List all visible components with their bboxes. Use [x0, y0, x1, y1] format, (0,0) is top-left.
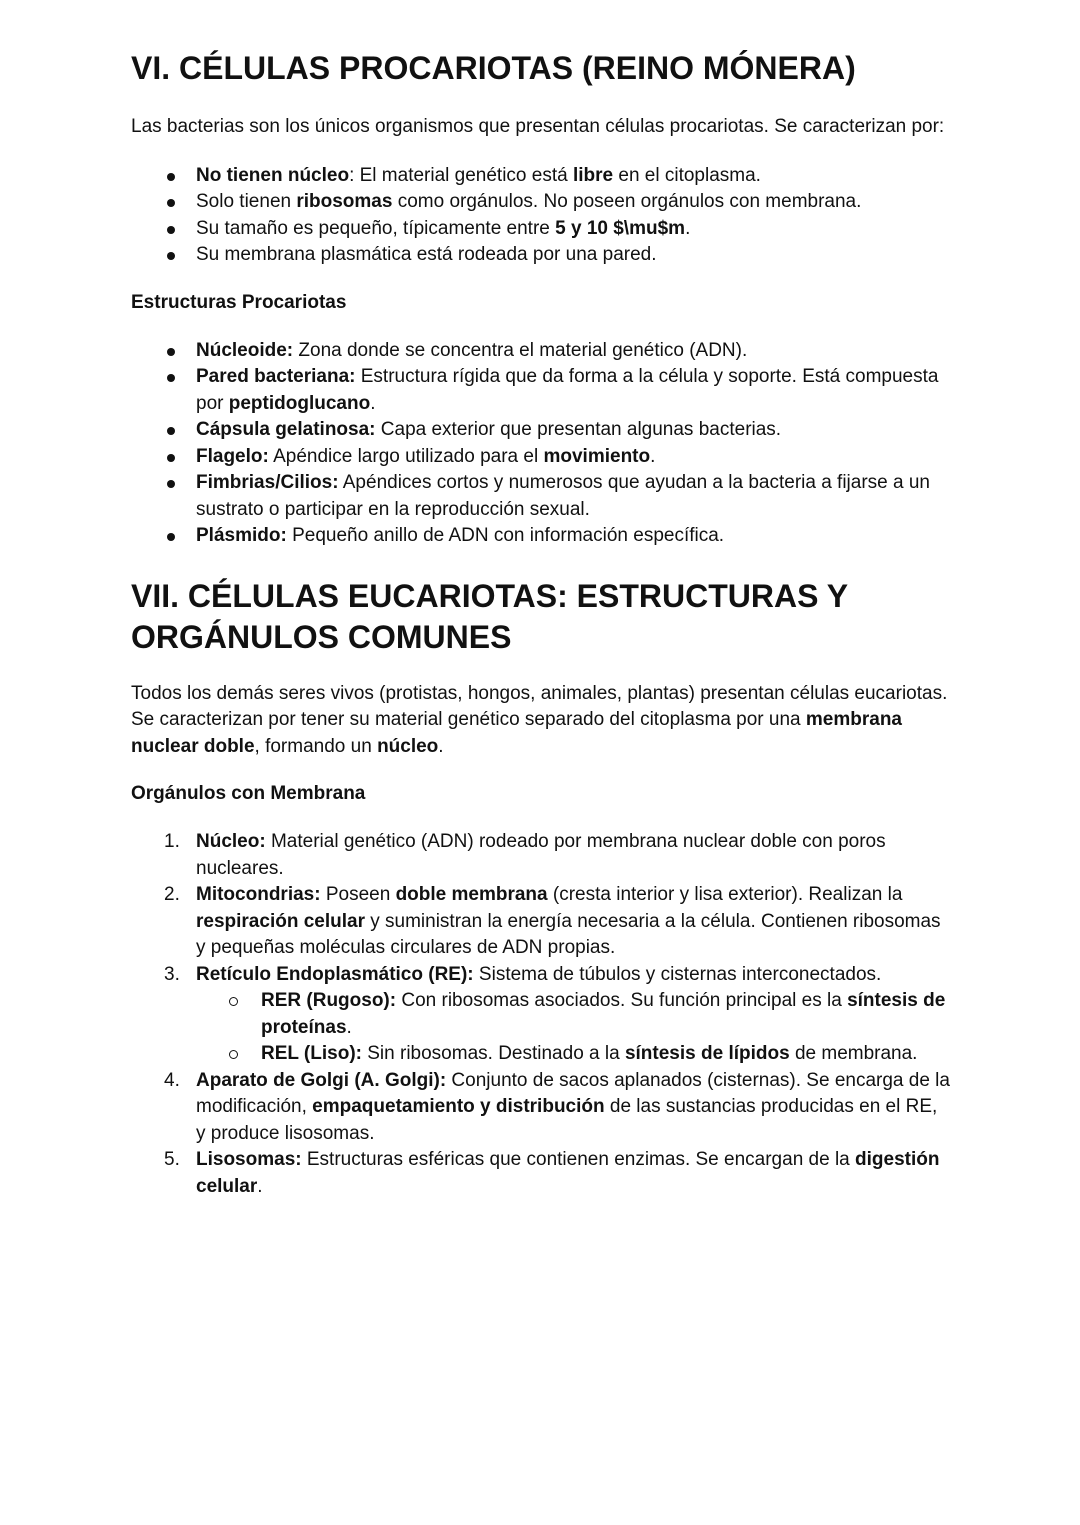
list-item: Flagelo: Apéndice largo utilizado para el movimiento. [131, 444, 951, 471]
re-sublist [196, 988, 951, 1068]
list-item: RER (Rugoso): Con ribosomas asociados. Su función principal es la síntesis de proteínas. [196, 988, 951, 1041]
section-title-eucariotas: VII. CÉLULAS EUCARIOTAS: ESTRUCTURAS Y ORGÁNULOS COMUNES [131, 577, 848, 655]
organelles-list [131, 829, 951, 1200]
list-item: 5. Lisosomas: Estructuras esféricas que contienen enzimas. Se encargan de la digestión celular. [164, 1149, 940, 1197]
list-item: Plásmido: Pequeño anillo de ADN con información específica. [131, 523, 951, 550]
procariotas-intro: Las bacterias son los únicos organismos que presentan células procariotas. Se caracterizan por: [131, 116, 945, 137]
procariotas-features-list [131, 163, 951, 269]
list-item: 1. Núcleo: Material genético (ADN) rodeado por membrana nuclear doble con poros nucleares. [164, 831, 886, 879]
list-item: Su tamaño es pequeño, típicamente entre 5 y 10 $\mu$m. [131, 216, 951, 243]
list-item: 4. Aparato de Golgi (A. Golgi): Conjunto de sacos aplanados (cisternas). Se encarga de la modificación, empaquetamiento y distribución de las sustancias producidas en el RE, y produce lisosomas. [164, 1069, 950, 1144]
list-item: Cápsula gelatinosa: Capa exterior que presentan algunas bacterias. [131, 417, 951, 444]
eucariotas-intro: Todos los demás seres vivos (protistas, hongos, animales, plantas) presentan células eucariotas. Se caracterizan por tener su material genético separado del citoplasma por una membrana nuclear doble, formando un núcleo. [131, 682, 948, 757]
structures-list [131, 338, 951, 550]
structures-heading: Estructuras Procariotas [131, 291, 347, 313]
list-item: REL (Liso): Sin ribosomas. Destinado a la síntesis de lípidos de membrana. [196, 1041, 951, 1068]
list-item: Solo tienen ribosomas como orgánulos. No poseen orgánulos con membrana. [131, 189, 951, 216]
list-item: Su membrana plasmática está rodeada por una pared. [131, 242, 951, 269]
list-item: 2. Mitocondrias: Poseen doble membrana (cresta interior y lisa exterior). Realizan la respiración celular y suministran la energía necesaria a la célula. Contienen ribosomas y pequeñas moléculas circulares de ADN propias. [164, 884, 941, 958]
list-item: No tienen núcleo: El material genético está libre en el citoplasma. [131, 163, 951, 190]
list-item: Fimbrias/Cilios: Apéndices cortos y numerosos que ayudan a la bacteria a fijarse a un sustrato o participar en la reproducción sexual. [131, 470, 951, 523]
document-body [131, 48, 951, 1200]
list-item: 3. Retículo Endoplasmático (RE): Sistema de túbulos y cisternas interconectados. RER (Rugoso): Con ribosomas asociados. Su función principal es la síntesis de proteínas. REL (Liso): Sin ribosomas. Destinado a la síntesis de lípidos de membrana. [131, 962, 951, 1068]
section-title-procariotas: VI. CÉLULAS PROCARIOTAS (REINO MÓNERA) [131, 50, 856, 86]
organelles-heading: Orgánulos con Membrana [131, 783, 366, 804]
list-item: Pared bacteriana: Estructura rígida que da forma a la célula y soporte. Está compuesta por peptidoglucano. [131, 364, 951, 417]
list-item: Núcleoide: Zona donde se concentra el material genético (ADN). [131, 338, 951, 365]
